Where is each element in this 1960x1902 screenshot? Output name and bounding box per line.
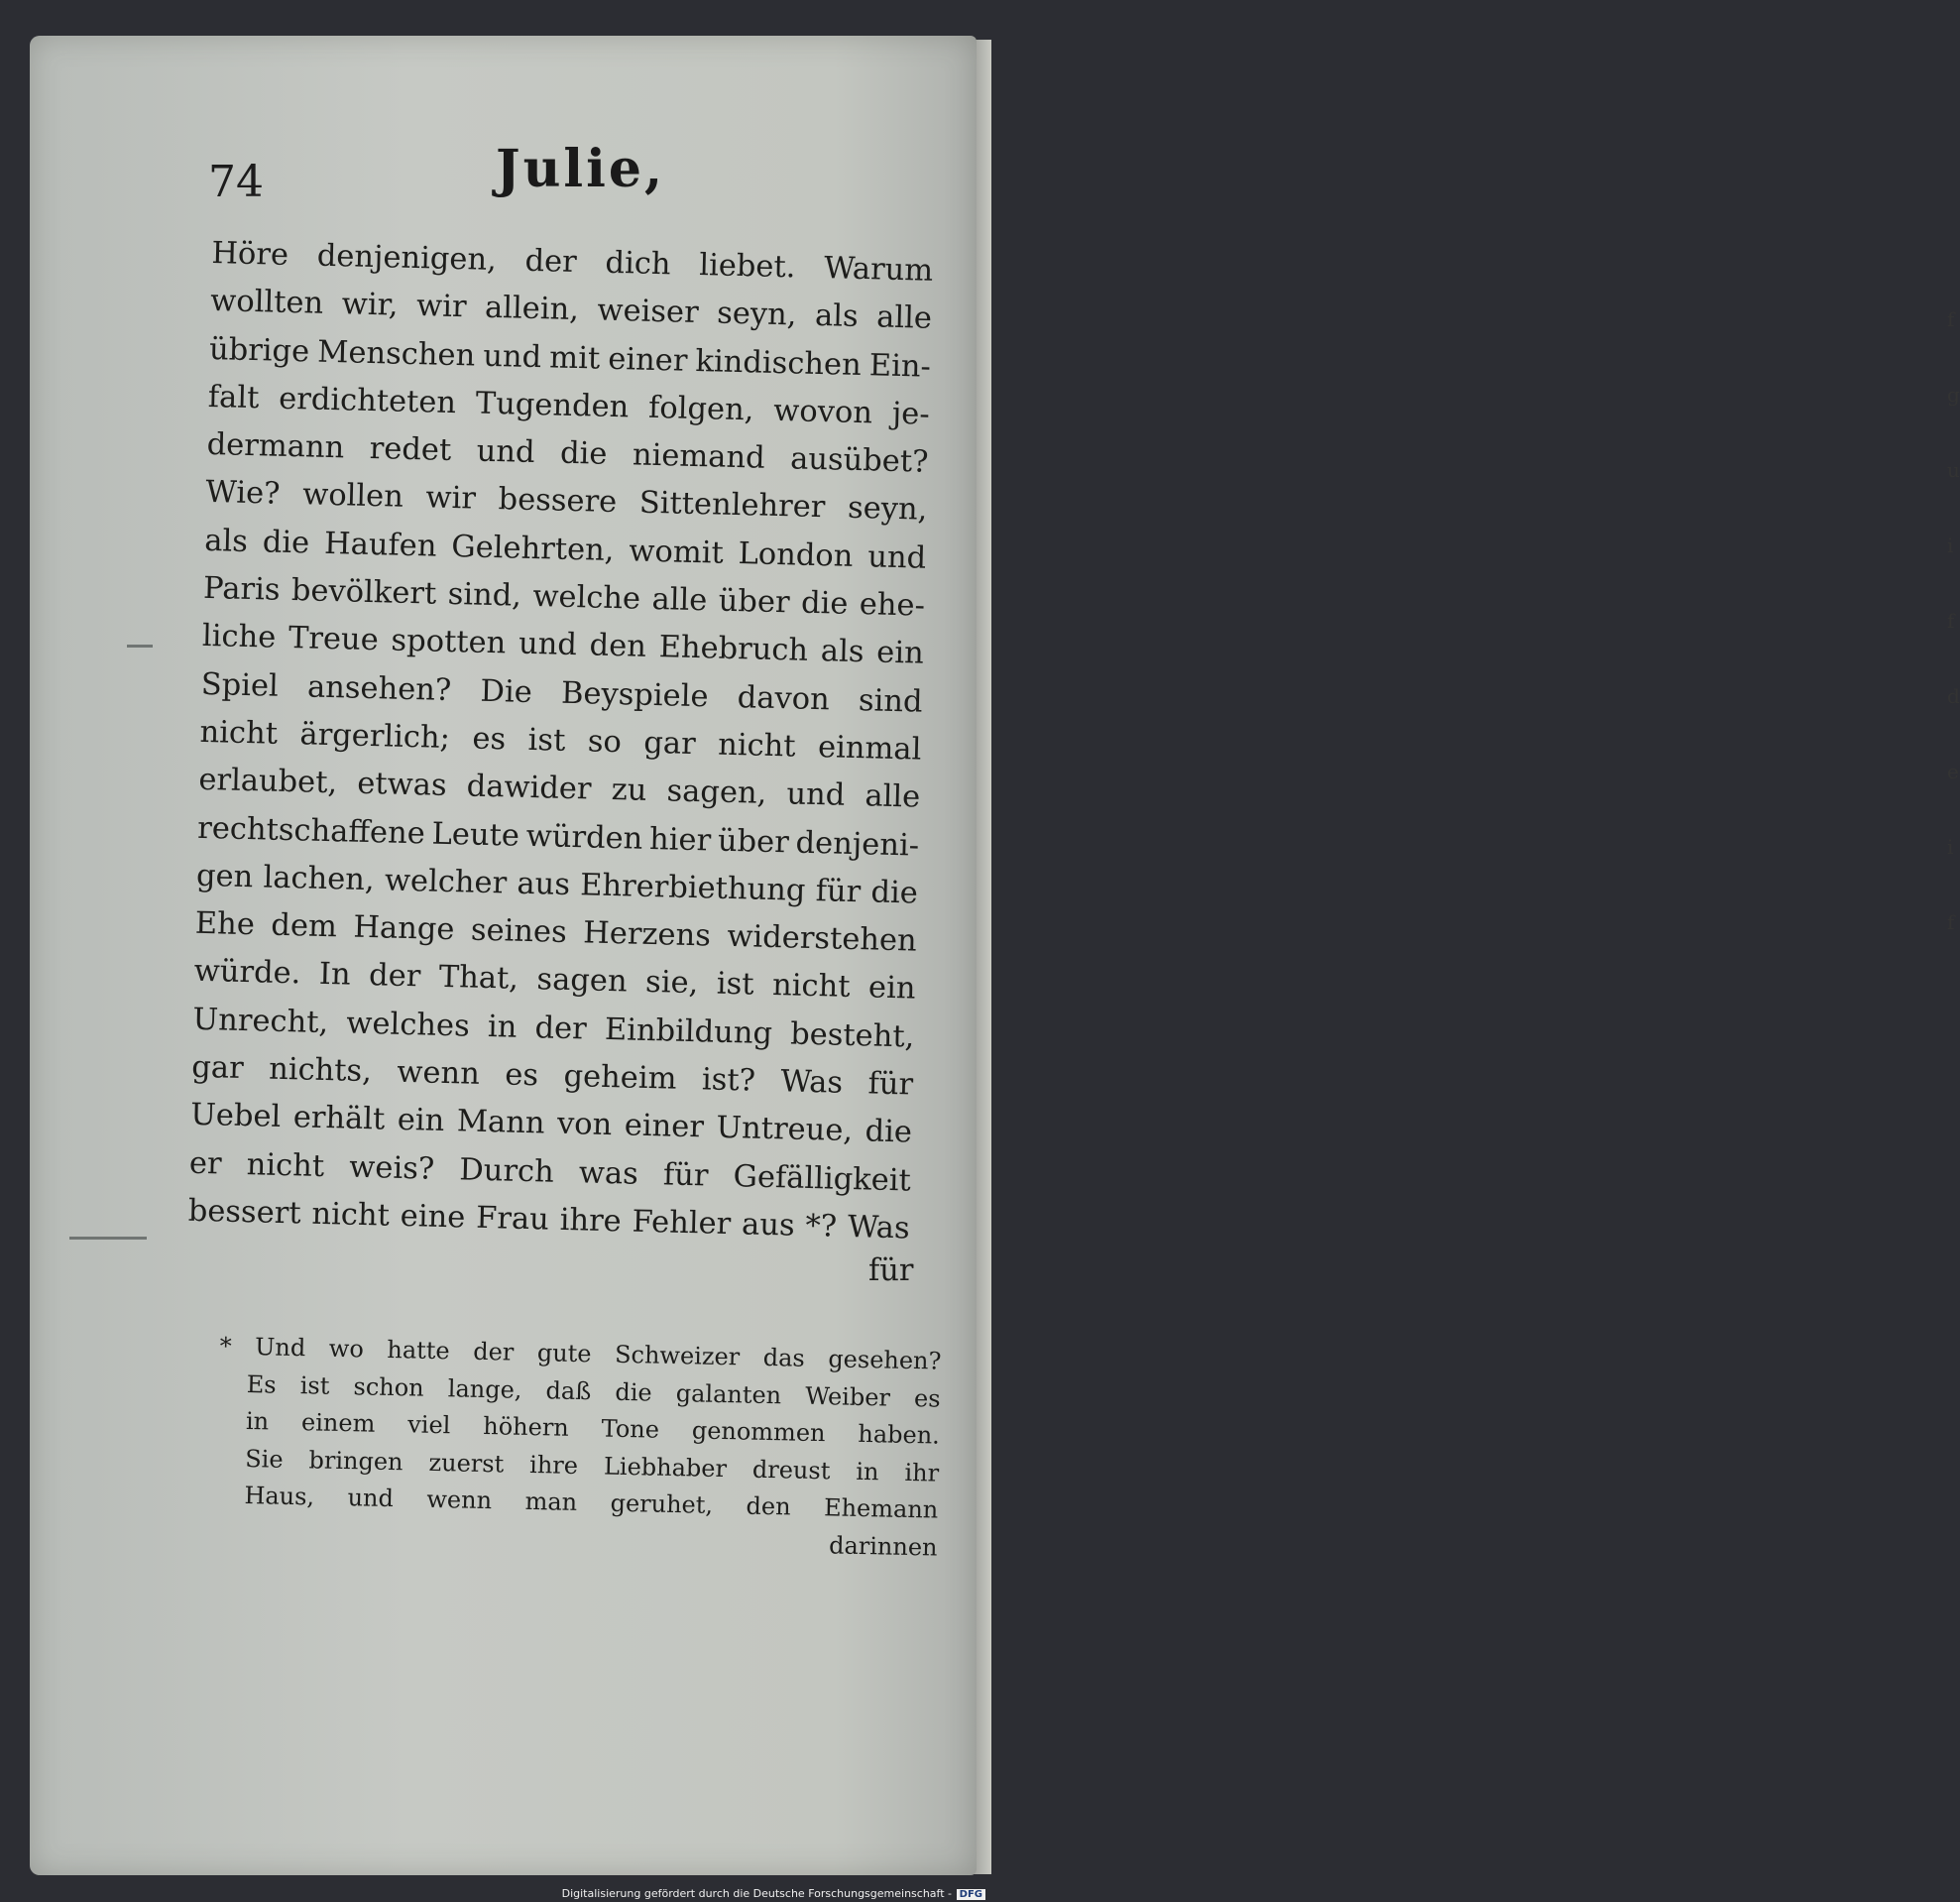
word: wir, (341, 287, 399, 323)
word: dermann (206, 427, 345, 466)
word: als (814, 298, 860, 335)
word: die (800, 585, 849, 622)
word: geheim (563, 1058, 677, 1097)
word: Gefälligkeit (733, 1158, 912, 1199)
word: Mann (456, 1104, 545, 1141)
word: Liebhaber (603, 1452, 728, 1483)
word: geruhet, (610, 1488, 714, 1519)
word: das (762, 1343, 806, 1372)
next-page-edge-letters (1947, 307, 1960, 934)
margin-mark (127, 645, 153, 648)
word: falt (207, 379, 260, 416)
word: alle (865, 778, 921, 815)
word: alle (875, 299, 933, 337)
word: galanten (675, 1378, 782, 1409)
word: was (578, 1154, 639, 1192)
word: hatte (387, 1335, 450, 1366)
word: dawider (466, 769, 592, 807)
edge-letter: i (1947, 835, 1954, 859)
word: aus (741, 1207, 796, 1244)
word: würde. (193, 954, 301, 992)
word: etwas (356, 767, 448, 804)
word: Warum (823, 251, 934, 289)
word: nicht (717, 727, 796, 765)
word: man (524, 1486, 578, 1516)
word: bevölkert (290, 573, 437, 612)
word: als (820, 634, 865, 670)
word: * (219, 1332, 232, 1361)
word: Gelehrten, (450, 529, 615, 568)
word: schon (353, 1371, 424, 1402)
word: folgen, (647, 390, 754, 428)
word: gesehen? (828, 1345, 942, 1375)
word: hier (648, 821, 712, 859)
word: je- (891, 396, 931, 432)
word: welcher (384, 863, 508, 901)
word: einmal (817, 730, 922, 768)
word: ist (527, 722, 566, 759)
word: erlaubet, (198, 763, 338, 801)
word: davon (737, 679, 831, 718)
word: ist? (701, 1062, 756, 1099)
word: sind, (447, 577, 522, 614)
word: Fehler (632, 1204, 732, 1243)
word: spotten (391, 623, 507, 661)
word: Was (847, 1209, 911, 1247)
word: Sie (244, 1444, 284, 1474)
edge-letter: f (1947, 910, 1955, 934)
word: bringen (308, 1445, 404, 1476)
word: darinnen (828, 1530, 938, 1562)
word: und (518, 627, 578, 663)
word: eine (400, 1198, 466, 1236)
word: Haus, (244, 1481, 315, 1511)
edge-letter: u (1947, 458, 1960, 482)
word: genommen (691, 1416, 826, 1448)
word: der (368, 958, 421, 995)
word: von (556, 1107, 613, 1143)
edge-letter: d (1947, 684, 1960, 708)
word: es (913, 1383, 941, 1413)
word: in (856, 1457, 879, 1486)
word: als (203, 523, 249, 559)
word: wollten (209, 284, 324, 322)
word: That, (438, 960, 519, 998)
word: lange, (447, 1373, 522, 1404)
word: in (245, 1406, 270, 1436)
word: *? (805, 1208, 838, 1245)
word: Weiber (805, 1381, 891, 1412)
word: dich (605, 245, 671, 283)
word: Tone (601, 1414, 660, 1444)
edge-letter: g (1947, 383, 1960, 407)
word: Untreue, (716, 1111, 854, 1149)
word: Ehe (194, 905, 256, 943)
word: höhern (483, 1411, 570, 1442)
word: zu (611, 773, 647, 809)
word: nicht (199, 714, 279, 752)
word: liche (201, 619, 277, 656)
word: würden (525, 818, 643, 857)
word: und (347, 1484, 395, 1513)
word: ihr (904, 1458, 940, 1487)
word: ausübet? (789, 441, 929, 480)
word: es (504, 1057, 539, 1094)
word: aus (517, 866, 571, 902)
page-number: 74 (208, 157, 264, 207)
word: Leute (431, 816, 520, 854)
word: der (524, 243, 578, 280)
word: und (476, 433, 535, 471)
word: nicht (771, 968, 851, 1006)
word: der (472, 1337, 515, 1367)
word: redet (369, 431, 452, 469)
word: die (870, 875, 919, 911)
word: den (746, 1491, 791, 1521)
word: Hange (352, 909, 455, 948)
word: Sittenlehrer (638, 486, 826, 526)
word: und (786, 776, 846, 814)
word: ansehen? (306, 669, 452, 708)
word: Herzens (582, 915, 712, 954)
word: wo (328, 1334, 365, 1364)
word: Schweizer (614, 1340, 741, 1371)
word: In (318, 957, 351, 994)
footnote (219, 1329, 942, 1567)
word: weiser (597, 293, 700, 331)
margin-mark (69, 1237, 147, 1240)
word: besteht, (789, 1016, 915, 1055)
word: sie, (644, 965, 699, 1002)
word: er (188, 1145, 223, 1182)
word: ein (867, 970, 916, 1008)
word: daß (545, 1375, 592, 1405)
word: womit (628, 534, 725, 571)
digitization-credit: Digitalisierung gefördert durch die Deutsche Forschungsgemeinschaft - (561, 1887, 952, 1900)
word: Und (254, 1333, 306, 1363)
word: so (587, 724, 623, 761)
word: bessere (498, 482, 618, 521)
word: ihre (528, 1450, 579, 1480)
word: London (738, 535, 854, 574)
word: und (482, 338, 542, 375)
word: über (718, 583, 790, 621)
word: Uebel (189, 1098, 282, 1135)
word: wenn (396, 1054, 481, 1092)
word: welche (531, 579, 641, 617)
word: ist (299, 1370, 330, 1400)
word: es (472, 721, 507, 758)
word: einer (624, 1108, 705, 1145)
word: erdichteten (278, 381, 457, 420)
word: Wie? (205, 475, 281, 513)
word: für (662, 1157, 709, 1194)
word: Frau (475, 1200, 550, 1238)
word: wir (425, 480, 477, 518)
word: seines (470, 912, 568, 951)
word: mit (548, 339, 601, 377)
word: ihre (559, 1202, 623, 1240)
edge-letter: f (1947, 609, 1955, 633)
word: liebet. (698, 248, 796, 286)
word: Höre (210, 235, 289, 273)
word: ehe- (859, 587, 926, 624)
word: gar (190, 1049, 245, 1087)
word: Haufen (323, 526, 437, 564)
word: gar (642, 725, 697, 763)
word: Ehemann (823, 1493, 939, 1524)
word: sagen (536, 962, 628, 1000)
word: wovon (772, 393, 873, 431)
dfg-logo: DFG (957, 1889, 985, 1900)
word: haben. (858, 1419, 941, 1450)
word: dem (270, 907, 338, 945)
word: Menschen (316, 334, 476, 374)
word: denjenigen, (316, 238, 498, 279)
word: sind (858, 682, 923, 720)
word: nicht (246, 1146, 325, 1184)
word: einer (607, 341, 688, 379)
body-text (187, 230, 934, 1253)
word: niemand (632, 437, 766, 476)
word: rechtschaffene (196, 810, 426, 851)
word: gen (195, 858, 254, 895)
word: weis? (348, 1149, 435, 1187)
word: Ehebruch (658, 630, 809, 669)
word: die (865, 1114, 913, 1150)
edge-letter: f (1947, 307, 1955, 331)
running-title: Julie, (496, 139, 666, 199)
word: ist (716, 967, 754, 1004)
word: lachen, (263, 860, 376, 898)
word: nichts, (268, 1051, 373, 1090)
word: Tugenden (475, 386, 630, 425)
word: nicht (311, 1196, 391, 1234)
word: einem (300, 1408, 376, 1438)
word: Ehrerbiethung (579, 868, 806, 908)
word: in (487, 1009, 518, 1045)
word: übrige (208, 331, 310, 370)
word: ärgerlich; (299, 717, 451, 756)
word: gute (536, 1339, 592, 1368)
word: sagen, (666, 773, 767, 812)
word: viel (407, 1410, 451, 1440)
edge-letter: i (1947, 534, 1954, 557)
word: den (589, 628, 647, 665)
word: wir (415, 289, 467, 325)
word: kindischen (695, 343, 863, 383)
word: Ein- (868, 347, 932, 385)
word: welches (345, 1006, 471, 1044)
word: wenn (426, 1485, 493, 1515)
word: für (815, 873, 862, 910)
word: ein (397, 1103, 445, 1139)
word: denjeni- (795, 825, 920, 864)
word: Beyspiele (560, 675, 709, 715)
word: wollen (301, 477, 404, 516)
word: allein, (484, 291, 580, 328)
word: Treue (288, 621, 380, 658)
word: Die (480, 673, 533, 710)
word: die (559, 435, 608, 472)
word: Spiel (200, 666, 280, 704)
word: über (717, 823, 790, 860)
word: für (867, 1066, 914, 1103)
page-header (208, 139, 704, 207)
word: Es (246, 1369, 277, 1399)
word: die (262, 525, 310, 561)
word: widerstehen (726, 919, 918, 959)
word: zuerst (428, 1448, 505, 1478)
word: dreust (751, 1455, 831, 1485)
word: Unrecht, (192, 1002, 329, 1040)
word: der (534, 1010, 588, 1047)
catchword: für (868, 1253, 914, 1288)
word: und (866, 539, 927, 576)
word: erhält (292, 1100, 386, 1137)
word: Paris (202, 570, 281, 608)
word: Durch (458, 1152, 555, 1190)
word: bessert (187, 1193, 301, 1232)
word: seyn, (847, 491, 928, 529)
word: Einbildung (604, 1011, 773, 1051)
word: alle (651, 582, 708, 619)
word: die (615, 1377, 652, 1407)
word: seyn, (716, 296, 797, 333)
word: Was (780, 1064, 844, 1101)
edge-letter: e (1947, 760, 1959, 783)
word: ein (875, 635, 925, 672)
